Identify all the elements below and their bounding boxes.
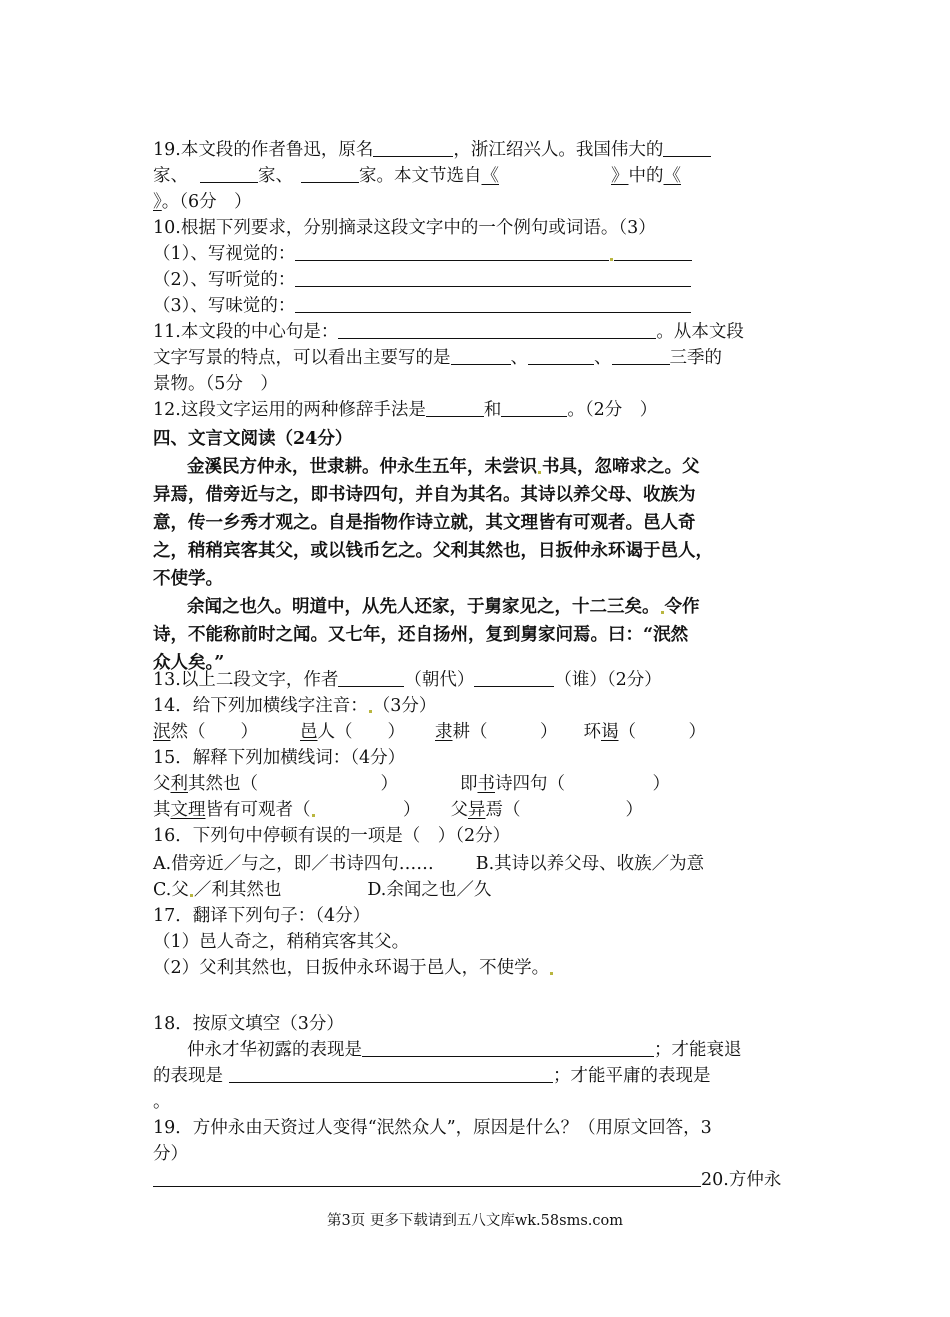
q10-item-1: （1）、写视觉的： — [153, 241, 692, 267]
passage-line: 意，传一乡秀才观之。自是指物作诗立就，其文理皆有可观者。邑人奇 — [153, 513, 696, 533]
q16-options-cd — [153, 877, 491, 903]
answer-blank[interactable] — [362, 1038, 654, 1057]
page-footer: 第3页 更多下载请到五八文库wk.58sms.com — [327, 1213, 623, 1229]
mark-dot — [661, 611, 664, 614]
answer-blank[interactable] — [451, 346, 511, 365]
answer-blank[interactable] — [338, 320, 656, 339]
q11-line-2: 文字写景的特点，可以看出主要写的是 、 、 三季的 — [153, 348, 722, 368]
q12-line: 12.这段文字运用的两种修辞手法是 和 。（2分 ） — [153, 400, 658, 420]
answer-blank[interactable] — [426, 398, 484, 417]
passage-line: 诗，不能称前时之闻。又七年，还自扬州，复到舅家问焉。曰：“泯然 — [153, 625, 689, 645]
answer-blank[interactable] — [338, 668, 404, 687]
answer-blank[interactable] — [373, 138, 453, 157]
answer-blank[interactable] — [663, 138, 711, 157]
q15-row-1: 父利其然也（ ） 即书诗四句（ ） — [153, 774, 670, 794]
q14-heading: 14．给下列加横线字注音： （3分） — [153, 696, 437, 716]
passage-line: 异焉，借旁近与之，即书诗四句，并自为其名。其诗以养父母、收族为 — [153, 485, 696, 505]
mark-dot — [610, 258, 613, 261]
q18-line-2: 的表现是 ；才能平庸的表现是 — [153, 1066, 711, 1086]
option-d[interactable]: D.余闻之也／久 — [367, 880, 492, 900]
q15-heading: 15．解释下列加横线词：（4分） — [153, 748, 406, 768]
q10-heading: 10.根据下列要求，分别摘录这段文字中的一个例句或词语。（3） — [153, 218, 656, 238]
q14-items: 泯然（ ） 邑人（ ） 隶耕（ ） 环谒（ ） — [153, 722, 706, 742]
passage-line: 不使学。 — [153, 569, 223, 589]
q18-line-1: 仲永才华初露的表现是 ；才能衰退 — [187, 1040, 742, 1060]
q17-sentence-2: （2）父利其然也，日扳仲永环谒于邑人，不使学。 — [153, 955, 554, 981]
q19b-line-1: 19．方仲永由天资过人变得“泯然众人”，原因是什么？（用原文回答，3 — [153, 1118, 712, 1138]
passage-line: 众人矣。” — [153, 653, 225, 673]
q19b-line-3: 20.方仲永 — [153, 1167, 781, 1193]
answer-blank[interactable] — [614, 242, 692, 261]
q15-row-2: 其文理皆有可观者（ ） 父异焉（ ） — [153, 800, 643, 820]
answer-blank[interactable] — [474, 668, 554, 687]
answer-blank[interactable] — [295, 294, 691, 313]
q11-line-3: 景物。（5分 ） — [153, 374, 278, 394]
q18-line-3: 。 — [153, 1092, 171, 1112]
mark-dot — [550, 972, 553, 975]
mark-dot — [312, 814, 315, 817]
q18-heading: 18．按原文填空（3分） — [153, 1014, 344, 1034]
answer-blank[interactable] — [200, 164, 258, 183]
answer-blank[interactable] — [295, 242, 609, 261]
q19-line-1: 19.本文段的作者鲁迅，原名 ，浙江绍兴人。我国伟大的 — [153, 137, 711, 163]
q16-options-ab — [153, 851, 704, 877]
answer-blank[interactable] — [612, 346, 670, 365]
q19-line-2: 家、 家、 家。本文节选自《 》中的《 — [153, 166, 681, 186]
answer-blank[interactable] — [301, 164, 359, 183]
q10-item-3: （3）、写味觉的： — [153, 293, 691, 319]
q10-item-2: （2）、写听觉的： — [153, 267, 691, 293]
answer-blank[interactable] — [501, 398, 567, 417]
mark-dot — [190, 894, 193, 897]
q19-line-3: 》。（6分 ） — [153, 192, 252, 212]
answer-blank[interactable] — [295, 268, 691, 287]
passage-line: 余闻之也久。明道中，从先人还家，于舅家见之，十二三矣。 令作 — [187, 597, 700, 617]
passage-line: 之，稍稍宾客其父，或以钱币乞之。父利其然也，日扳仲永环谒于邑人， — [153, 541, 713, 561]
q11-line-1: 11.本文段的中心句是： 。从本文段 — [153, 322, 744, 342]
q17-sentence-1: （1）邑人奇之，稍稍宾客其父。 — [153, 932, 410, 952]
answer-blank[interactable] — [229, 1064, 553, 1083]
mark-dot — [538, 471, 541, 474]
option-c[interactable]: C.父 ／利其然也 — [153, 880, 282, 900]
answer-blank[interactable] — [153, 1168, 701, 1187]
q19b-line-2: 分） — [153, 1144, 188, 1164]
mark-dot — [369, 710, 372, 713]
passage-line: 金溪民方仲永，世隶耕。仲永生五年，未尝识 书具，忽啼求之。父 — [187, 457, 700, 477]
answer-blank[interactable] — [528, 346, 594, 365]
q16-heading: 16．下列句中停顿有误的一项是（ ）（2分） — [153, 826, 511, 846]
q13-line: 13.以上二段文字，作者 （朝代） （谁）（2分） — [153, 670, 662, 690]
option-a[interactable]: A.借旁近／与之，即／书诗四句…… — [153, 854, 434, 874]
option-b[interactable]: B.其诗以养父母、收族／为意 — [475, 854, 705, 874]
section-title: 四、文言文阅读（24分） — [153, 429, 353, 449]
q17-heading: 17．翻译下列句子：（4分） — [153, 906, 371, 926]
